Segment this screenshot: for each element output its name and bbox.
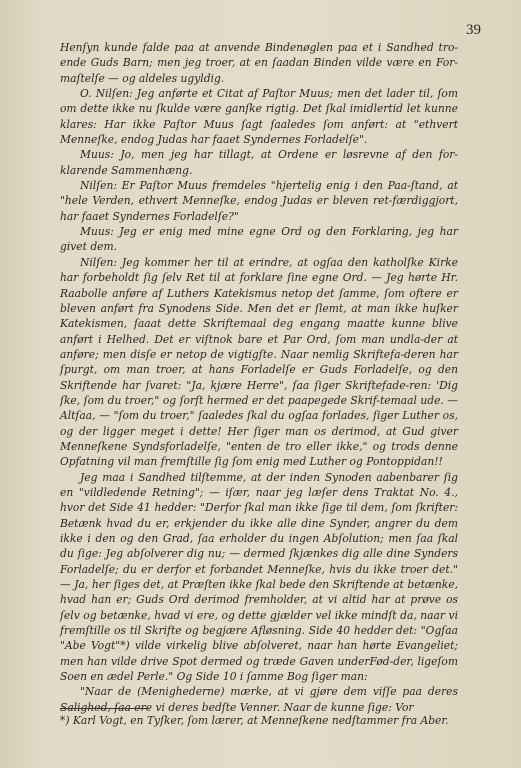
paragraph: Jeg maa i Sandhed tilſtemme, at der inden Synoden aabenbarer ſig en "vildledende Retning"; — iſær, naar jeg læſer dens Traktat No. 4., hvor det Side 41 hedder: "Derfor ſkal man ikke ſige til dem, ſom ſkrifter: Betænk hvad du er, erkjender du ikke alle dine Synder, angrer du dem ikke i den og den Grad, ſaa erholder du ingen Abſolution; men ſaa ſkal du ſige: Jeg abſolverer dig nu; — dermed ſkjænkes dig alle dine Synders Forladelſe; du er derfor et forbandet Menneſke, hvis du ikke troer det." — Ja, her ſiges det, at Præſten ikke ſkal bede den Skriftende at betænke, hvad han er; Guds Ord derimod fremholder, at vi altid har at prøve os ſelv og betænke, hvad vi ere, og dette gjælder vel ikke mindſt da, naar vi fremſtille os til Skrifte og begjære Afløsning. Side 40 hedder det: "Ogſaa "Abe Vogt"*) vilde virkelig blive abſolveret, naar han hørte Evangeliet; men han vilde drive Spot dermed og træde Gaven underFød-der, ligeſom Soen en ædel Perle." Og Side 10 i ſamme Bog ſiger man: bbox=[60, 470, 458, 684]
paragraph: Henſyn kunde falde paa at anvende Bindenøglen paa et i Sandhed tro-ende Guds Barn; men jeg troer, at en ſaadan Binden vilde være en For-maſtelſe — og aldeles ugyldig. bbox=[60, 41, 458, 85]
paragraph: Nilſen: Jeg kommer her til at erindre, at ogſaa den katholſke Kirke har forbeholdt ſig ſelv Ret til at forklare ſine egne Ord. — Jeg hørte Hr. Raabolle anføre af Luthers Katekismus netop det ſamme, ſom oftere er bleven anført fra Synodens Side. Men det er ſlemt, at man ikke huſker Katekismen, ſaaat dette Skriftemaal deg engang maatte kunne blive anført i Helhed. Det er viſtnok bare et Par Ord, ſom man undla-der at anføre; men disſe er netop de vigtigſte. Naar nemlig Skriftefa-deren har ſpurgt, om man troer, at hans Forladelſe er Guds Forladelſe, og den Skriftende har ſvaret: "Ja, kjære Herre", ſaa ſiger Skriftefade-ren: 'Dig ſke, ſom du troer," og ſorſt hermed er det paapegede Skrif-temaal ude. — Altſaa, — "ſom du troer," ſaaledes ſkal du ogſaa forlades, ſiger Luther os, og der ligger meget i dette! Her ſiger man os derimod, at Gud giver Menneſkene Syndsforladelſe, "enten de tro eller ikke," og trods denne Opfatning vil man fremſtille ſig ſom enig med Luther og Pontoppidan!! bbox=[60, 255, 458, 469]
paragraph: O. Nilſen: Jeg anførte et Citat af Paſtor Muus; men det lader til, ſom om dette ikke nu ſkulde være ganſke rigtig. Det ſkal imidlertid let kunne klares: Har ikke Paſtor Muus ſagt ſaaledes ſom anført: at "ethvert Menneſke, endog Judas har faaet Syndernes Forladelſe". bbox=[60, 87, 458, 147]
body-text bbox=[60, 40, 458, 715]
footnote: *) Karl Vogt, en Tyſker, ſom lærer, at Menneſkene nedſtammer fra Aber. bbox=[60, 714, 449, 727]
paragraph: "Naar de (Menighederne) mærke, at vi gjøre dem viſſe paa deres Salighed, ſaa ere vi deres bedſte Venner. Naar de kunne ſige: Vor bbox=[60, 685, 458, 714]
paragraph: Muus: Jeg er enig med mine egne Ord og den Forklaring, jeg har givet dem. bbox=[60, 225, 458, 254]
paragraph: Nilſen: Er Paſtor Muus fremdeles "hjertelig enig i den Paa-ſtand, at "hele Verden, ethvert Menneſke, endog Judas er bleven ret-færdiggjort, har faaet Syndernes Forladelſe?" bbox=[60, 179, 458, 223]
page-number: 39 bbox=[466, 22, 481, 38]
footnote-divider bbox=[60, 708, 150, 709]
paragraph: Muus: Jo, men jeg har tillagt, at Ordene er løsrevne af den for-klarende Sammenhæng. bbox=[60, 148, 458, 177]
